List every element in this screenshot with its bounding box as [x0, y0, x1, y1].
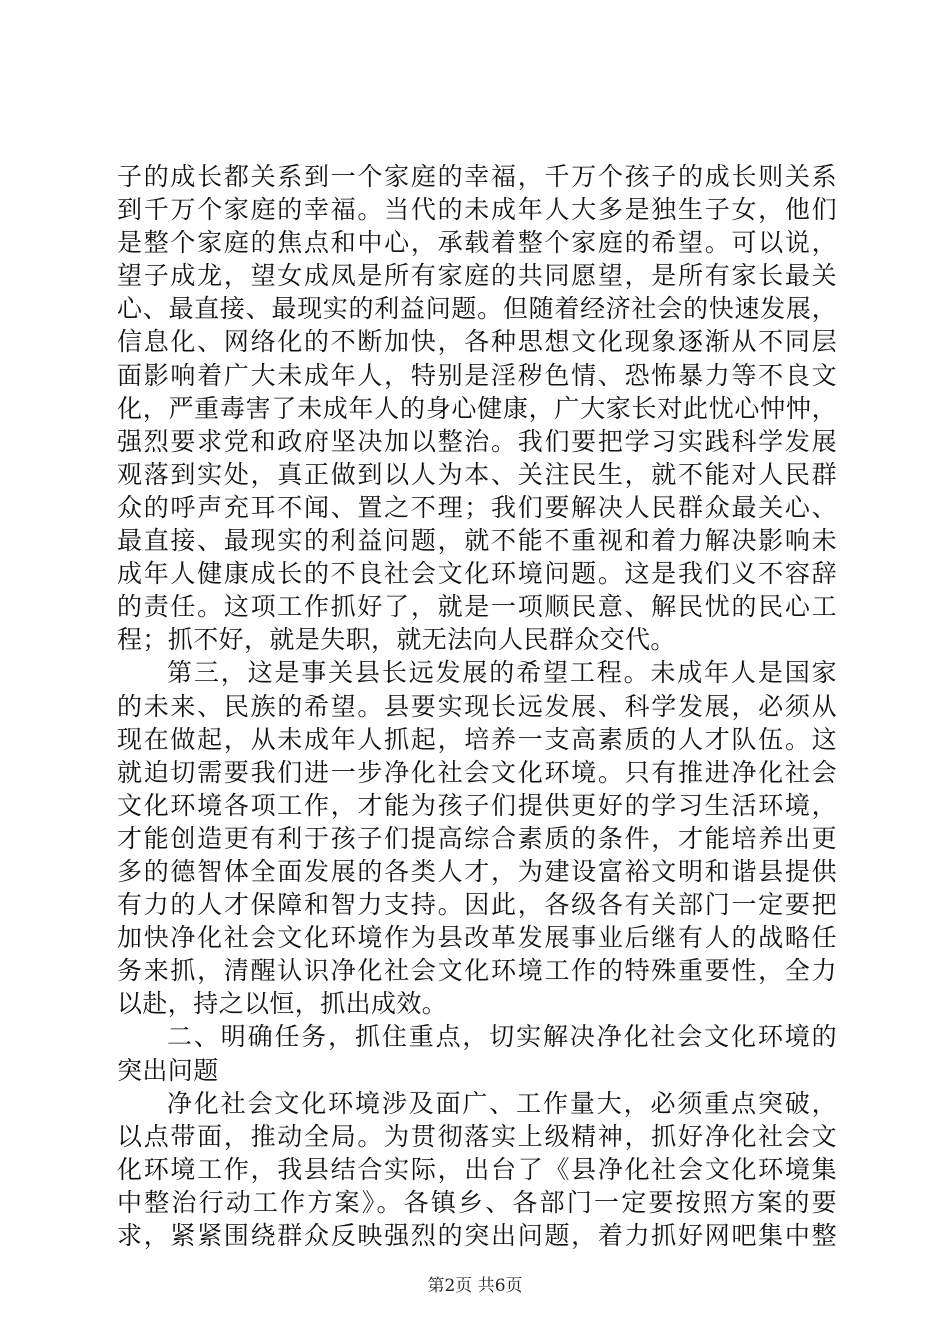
text-line: 多的德智体全面发展的各类人才，为建设富裕文明和谐县提供 [117, 856, 837, 886]
section-heading-line: 二、明确任务，抓住重点，切实解决净化社会文化环境的 [167, 1022, 837, 1052]
page-footer [0, 1271, 950, 1296]
text-line: 中整治行动工作方案》。各镇乡、各部门一定要按照方案的要 [117, 1187, 837, 1217]
section-heading-line: 突出问题 [117, 1055, 219, 1085]
text-line: 的未来、民族的希望。县要实现长远发展、科学发展，必须从 [117, 691, 837, 721]
text-line: 到千万个家庭的幸福。当代的未成年人大多是独生子女，他们 [117, 195, 837, 225]
text-line: 成年人健康成长的不良社会文化环境问题。这是我们义不容辞 [117, 559, 837, 589]
text-line: 众的呼声充耳不闻、置之不理；我们要解决人民群众最关心、 [117, 492, 837, 522]
text-line: 求，紧紧围绕群众反映强烈的突出问题，着力抓好网吧集中整 [117, 1221, 837, 1250]
text-line: 望子成龙，望女成凤是所有家庭的共同愿望，是所有家长最关 [117, 261, 837, 291]
text-line: 以赴，持之以恒，抓出成效。 [117, 989, 448, 1019]
text-line: 现在做起，从未成年人抓起，培养一支高素质的人才队伍。这 [117, 724, 837, 754]
text-line: 的责任。这项工作抓好了，就是一项顺民意、解民忧的民心工 [117, 592, 837, 622]
text-line: 程；抓不好，就是失职，就无法向人民群众交代。 [117, 625, 676, 655]
text-line: 加快净化社会文化环境作为县改革发展事业后继有人的战略任 [117, 923, 837, 953]
text-line: 有力的人才保障和智力支持。因此，各级各有关部门一定要把 [117, 890, 837, 920]
text-line: 最直接、最现实的利益问题，就不能不重视和着力解决影响未 [117, 526, 837, 556]
text-line: 文化环境各项工作，才能为孩子们提供更好的学习生活环境， [117, 790, 837, 820]
text-line: 就迫切需要我们进一步净化社会文化环境。只有推进净化社会 [117, 757, 837, 787]
text-line: 强烈要求党和政府坚决加以整治。我们要把学习实践科学发展 [117, 426, 837, 456]
text-line: 以点带面，推动全局。为贯彻落实上级精神，抓好净化社会文 [117, 1121, 837, 1151]
text-line: 面影响着广大未成年人，特别是淫秽色情、恐怖暴力等不良文 [117, 360, 837, 390]
text-line: 才能创造更有利于孩子们提高综合素质的条件，才能培养出更 [117, 823, 837, 853]
text-line: 观落到实处，真正做到以人为本、关注民生，就不能对人民群 [117, 459, 837, 489]
text-line: 心、最直接、最现实的利益问题。但随着经济社会的快速发展， [117, 294, 837, 324]
text-line: 子的成长都关系到一个家庭的幸福，千万个孩子的成长则关系 [117, 162, 837, 191]
text-line: 第三，这是事关县长远发展的希望工程。未成年人是国家 [167, 658, 837, 688]
body-text [117, 160, 837, 1252]
text-line: 是整个家庭的焦点和中心，承载着整个家庭的希望。可以说， [117, 228, 837, 258]
text-line: 化，严重毒害了未成年人的身心健康，广大家长对此忧心忡忡， [117, 393, 837, 423]
text-line: 净化社会文化环境涉及面广、工作量大，必须重点突破， [167, 1088, 837, 1118]
text-line: 信息化、网络化的不断加快，各种思想文化现象逐渐从不同层 [117, 327, 837, 357]
text-line: 务来抓，清醒认识净化社会文化环境工作的特殊重要性，全力 [117, 956, 837, 986]
text-line: 化环境工作，我县结合实际，出台了《县净化社会文化环境集 [117, 1154, 837, 1184]
page-number: 第2页 共6页 [427, 1276, 523, 1296]
